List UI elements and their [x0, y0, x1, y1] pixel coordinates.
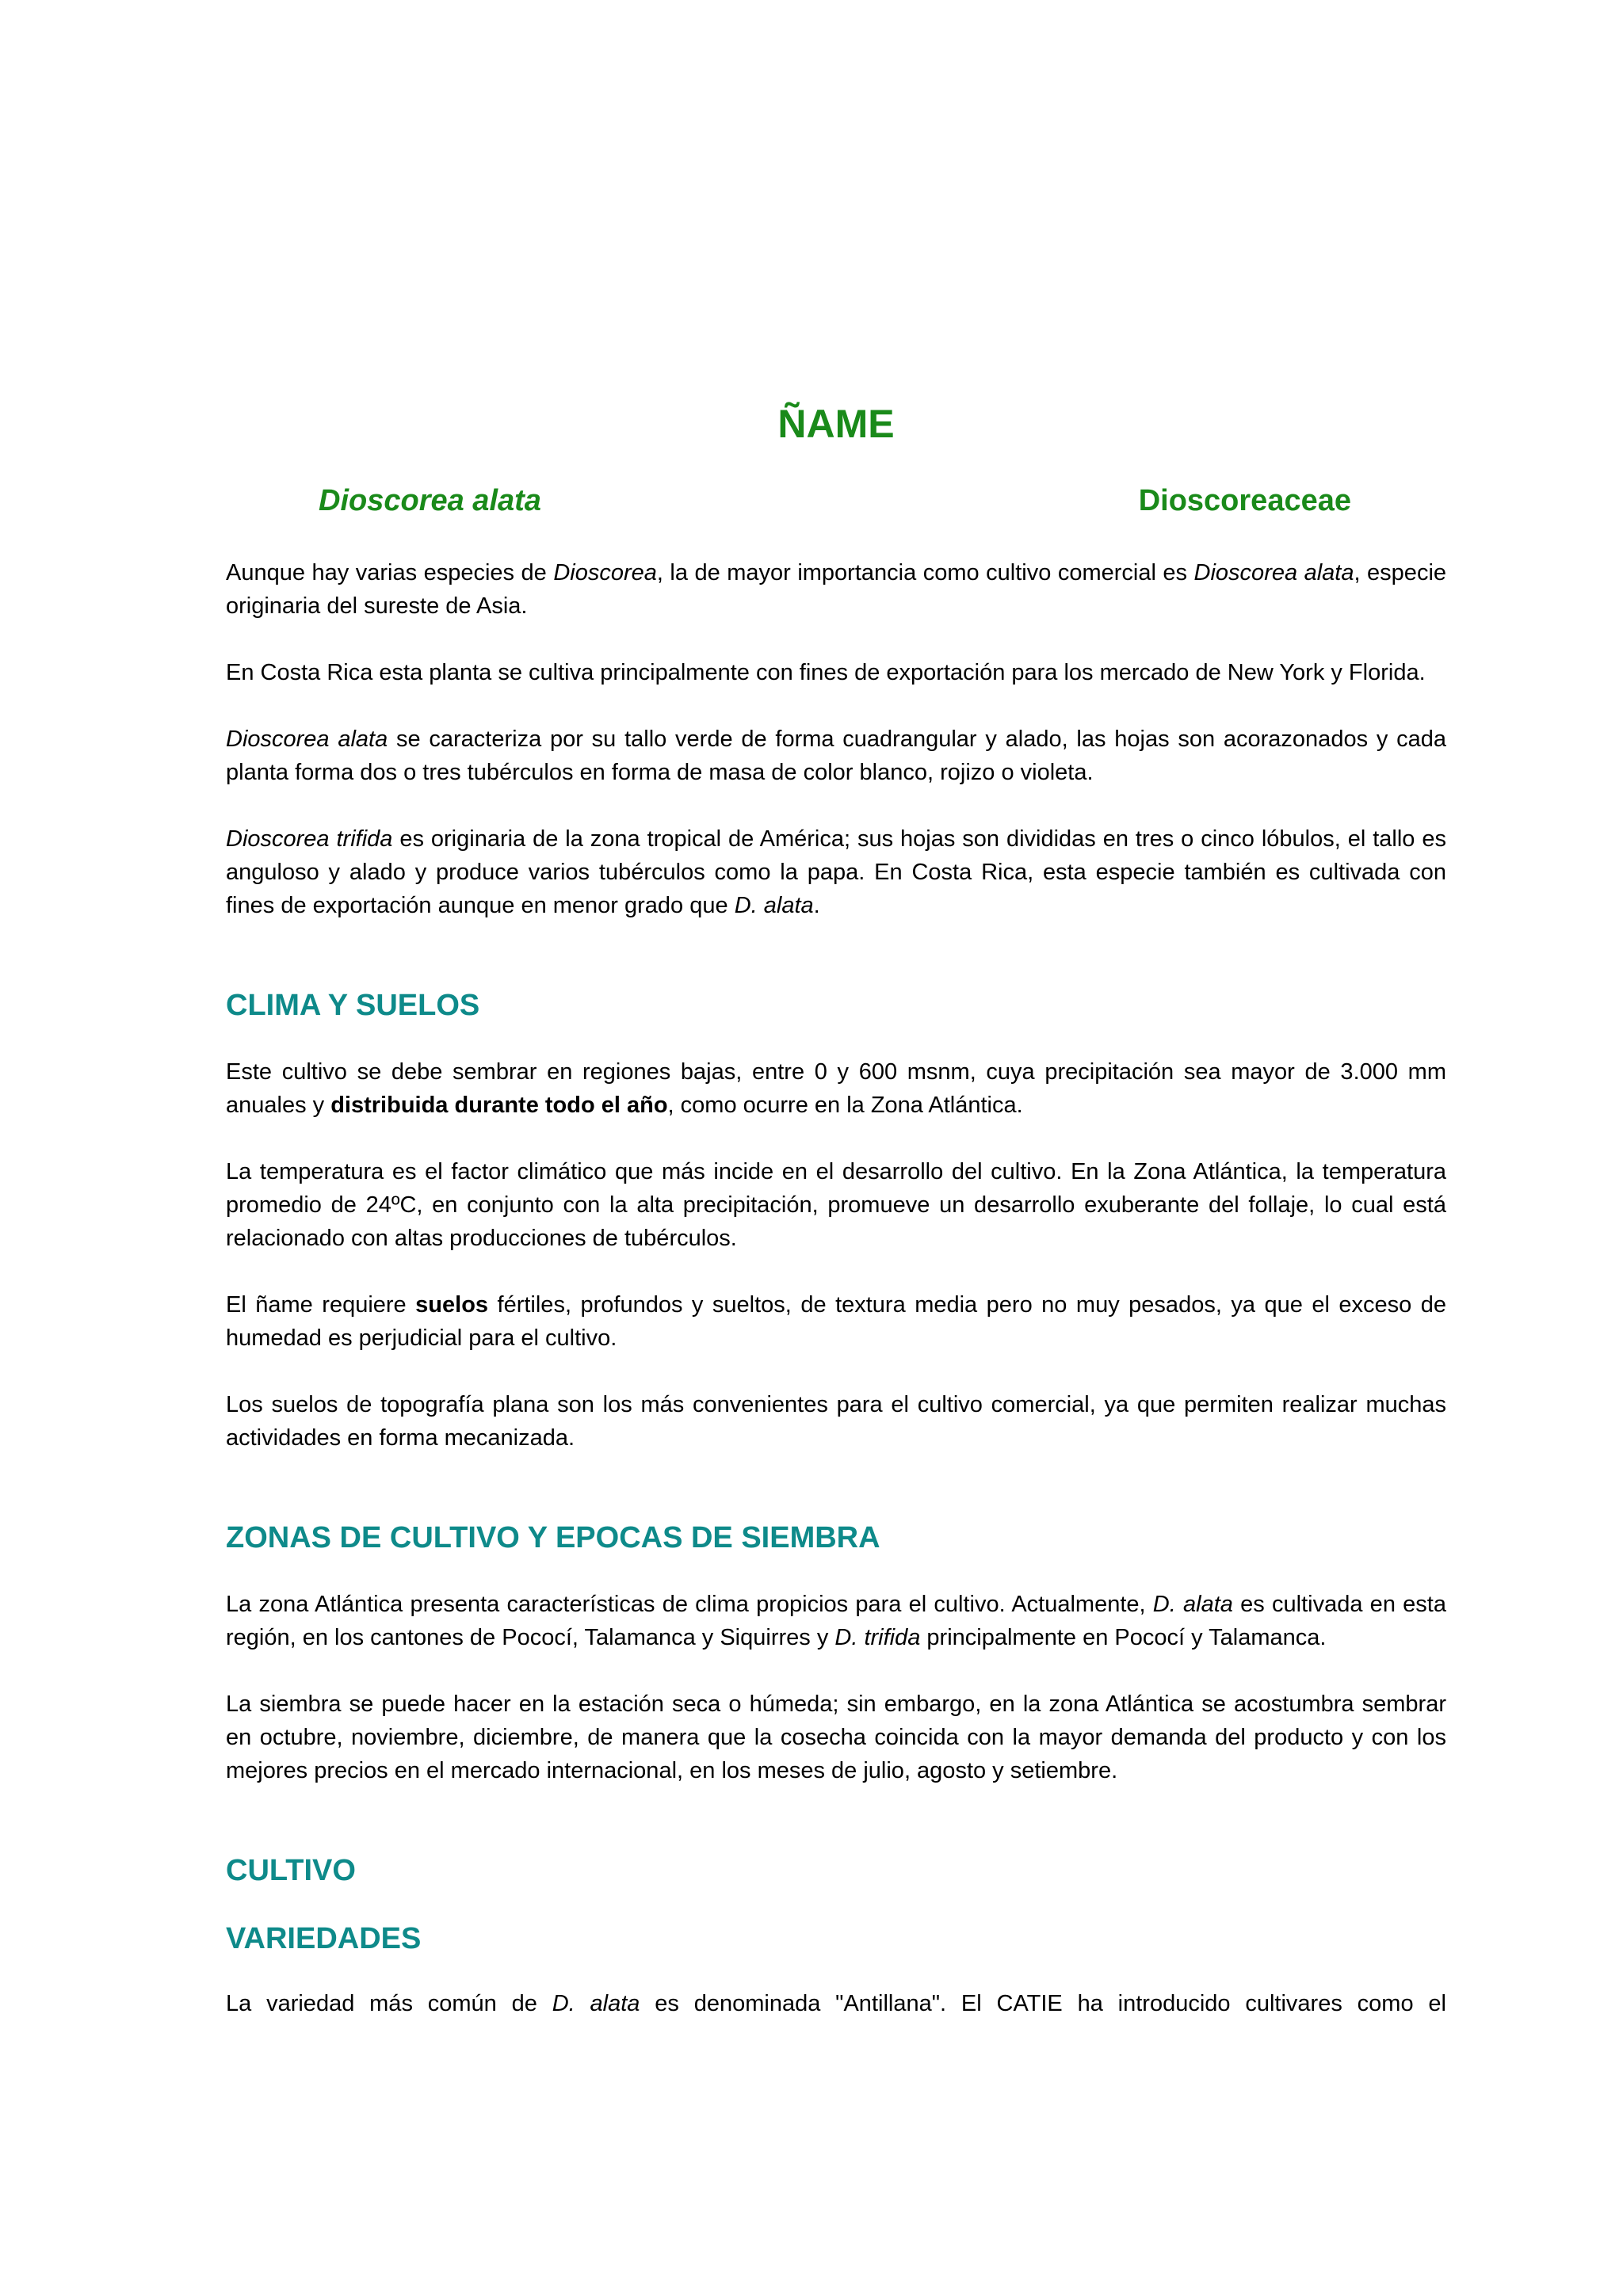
zonas-paragraph-2: La siembra se puede hacer en la estación seca o húmeda; sin embargo, en la zona Atlántica se acostumbra sembrar en octubre, noviembre, diciembre, de manera que la cosecha coincida con la mayor demanda del producto y con los mejores precios en el mercado internacional, en los meses de julio, agosto y setiembre.	[226, 1691, 1446, 1783]
text-run: , como ocurre en la Zona Atlántica.	[667, 1093, 1023, 1118]
bold-term: suelos	[415, 1292, 489, 1318]
text-run: es originaria de la zona tropical de América; sus hojas son divididas en tres o cinco lóbulos, el tallo es anguloso y alado y produce varios tubérculos como la papa. En Costa Rica, esta especie también es cultivada con fines de exportación aunque en menor grado que	[226, 826, 1446, 918]
scientific-name: Dioscorea alata	[319, 484, 541, 517]
clima-paragraph-4: Los suelos de topografía plana son los más convenientes para el cultivo comercial, ya que permiten realizar muchas actividades en forma mecanizada.	[226, 1392, 1446, 1451]
text-run: Este cultivo se debe sembrar en regiones bajas, entre 0 y 600 msnm, cuya precipitación sea mayor de 3.000 mm anuales y	[226, 1059, 1446, 1118]
intro-paragraph-1	[226, 556, 1446, 623]
section-heading-cultivo: CULTIVO	[226, 1854, 356, 1887]
text-run: es denominada "Antillana". El CATIE ha introducido cultivares como el	[640, 1991, 1446, 2016]
italic-term: D. trifida	[834, 1625, 921, 1650]
zonas-paragraph-1	[226, 1588, 1446, 1654]
text-run: La zona Atlántica presenta características de clima propicios para el cultivo. Actualmente,	[226, 1592, 1153, 1617]
italic-term: D. alata	[552, 1991, 640, 2016]
text-run: El ñame requiere	[226, 1292, 416, 1318]
italic-term: Dioscorea trifida	[226, 826, 393, 852]
text-run: , la de mayor importancia como cultivo comercial es	[656, 560, 1194, 585]
clima-paragraph-3	[226, 1288, 1446, 1355]
text-run: principalmente en Pococí y Talamanca.	[920, 1625, 1327, 1650]
document-body	[226, 556, 1446, 2020]
text-run: La variedad más común de	[226, 1991, 552, 2016]
intro-paragraph-4	[226, 822, 1446, 922]
intro-paragraph-3	[226, 723, 1446, 789]
italic-term: D. alata	[1152, 1592, 1233, 1617]
text-run: , especie originaria del sureste de Asia.	[226, 560, 1447, 619]
bold-term: distribuida durante todo el año	[330, 1093, 668, 1118]
text-run: fértiles, profundos y sueltos, de textura media pero no muy pesados, ya que el exceso de humedad es perjudicial para el cultivo.	[226, 1292, 1446, 1351]
clima-paragraph-2: La temperatura es el factor climático que más incide en el desarrollo del cultivo. En la Zona Atlántica, la temperatura promedio de 24ºC, en conjunto con la alta precipitación, promueve un desarrollo exuberante del follaje, lo cual está relacionado con altas producciones de tubérculos.	[226, 1159, 1446, 1251]
italic-term: Dioscorea alata	[1193, 560, 1354, 585]
family-name: Dioscoreaceae	[1138, 484, 1351, 517]
document-page	[226, 0, 1446, 2296]
text-run: es cultivada en esta región, en los cantones de Pococí, Talamanca y Siquirres y	[226, 1592, 1446, 1650]
intro-paragraph-2: En Costa Rica esta planta se cultiva principalmente con fines de exportación para los mercado de New York y Florida.	[226, 660, 1426, 685]
italic-term: Dioscorea	[553, 560, 657, 585]
italic-term: Dioscorea alata	[226, 727, 388, 752]
text-run: Aunque hay varias especies de	[226, 560, 554, 585]
page-title: ÑAME	[777, 402, 895, 446]
section-heading-zonas: ZONAS DE CULTIVO Y EPOCAS DE SIEMBRA	[226, 1521, 880, 1554]
text-run: .	[813, 893, 820, 918]
italic-term: D. alata	[734, 893, 814, 918]
cultivo-paragraph-1	[226, 1987, 1446, 2020]
text-run: se caracteriza por su tallo verde de forma cuadrangular y alado, las hojas son acorazonados y cada planta forma dos o tres tubérculos en forma de masa de color blanco, rojizo o violeta.	[226, 727, 1447, 785]
clima-paragraph-1	[226, 1055, 1446, 1122]
subsection-heading-variedades: VARIEDADES	[226, 1922, 422, 1955]
section-heading-clima: CLIMA Y SUELOS	[226, 989, 480, 1022]
